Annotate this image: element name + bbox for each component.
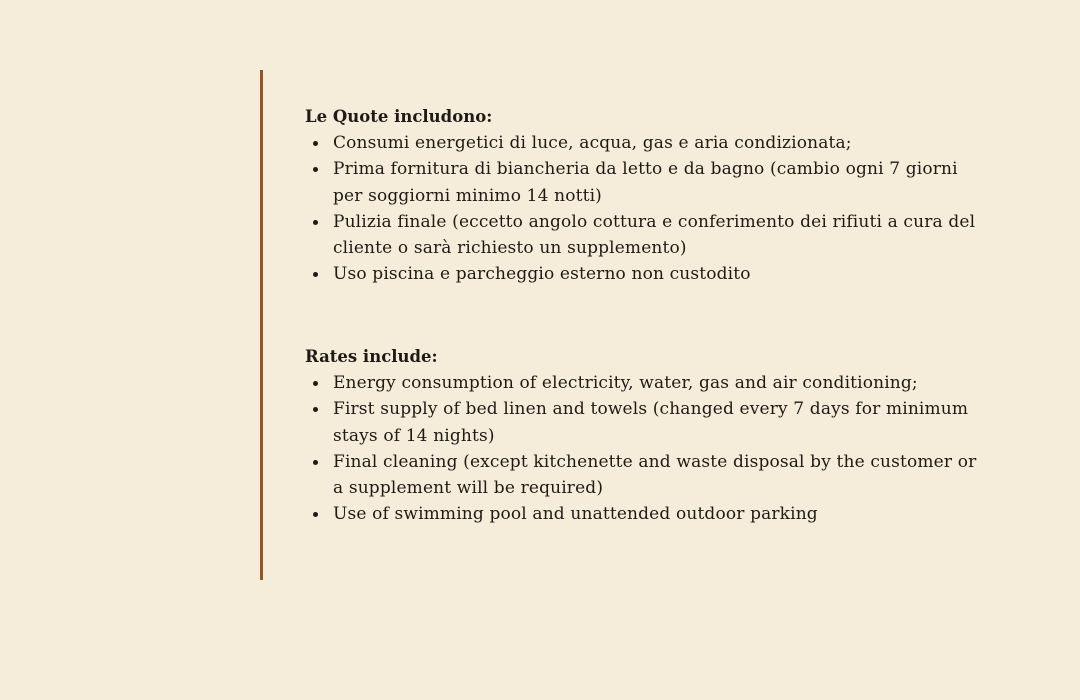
italian-rates-section	[305, 104, 1005, 288]
list-item: Uso piscina e parcheggio esterno non custodito	[305, 261, 978, 287]
english-rates-heading: Rates include:	[305, 347, 438, 366]
list-item: Use of swimming pool and unattended outdoor parking	[305, 501, 978, 527]
list-item: First supply of bed linen and towels (changed every 7 days for minimum stays of 14 nights)	[305, 396, 978, 449]
list-item: Final cleaning (except kitchenette and waste disposal by the customer or a supplement will be required)	[305, 449, 978, 502]
list-item: Consumi energetici di luce, acqua, gas e aria condizionata;	[305, 130, 978, 156]
italian-rates-heading: Le Quote includono:	[305, 107, 493, 126]
list-item: Pulizia finale (eccetto angolo cottura e conferimento dei rifiuti a cura del cliente o sarà richiesto un supplemento)	[305, 209, 978, 262]
english-rates-section	[305, 344, 1005, 528]
list-item: Prima fornitura di biancheria da letto e da bagno (cambio ogni 7 giorni per soggiorni minimo 14 notti)	[305, 156, 978, 209]
vertical-divider-line	[260, 70, 263, 580]
list-item: Energy consumption of electricity, water, gas and air conditioning;	[305, 370, 978, 396]
italian-rates-list	[305, 130, 1005, 288]
english-rates-list	[305, 370, 1005, 528]
